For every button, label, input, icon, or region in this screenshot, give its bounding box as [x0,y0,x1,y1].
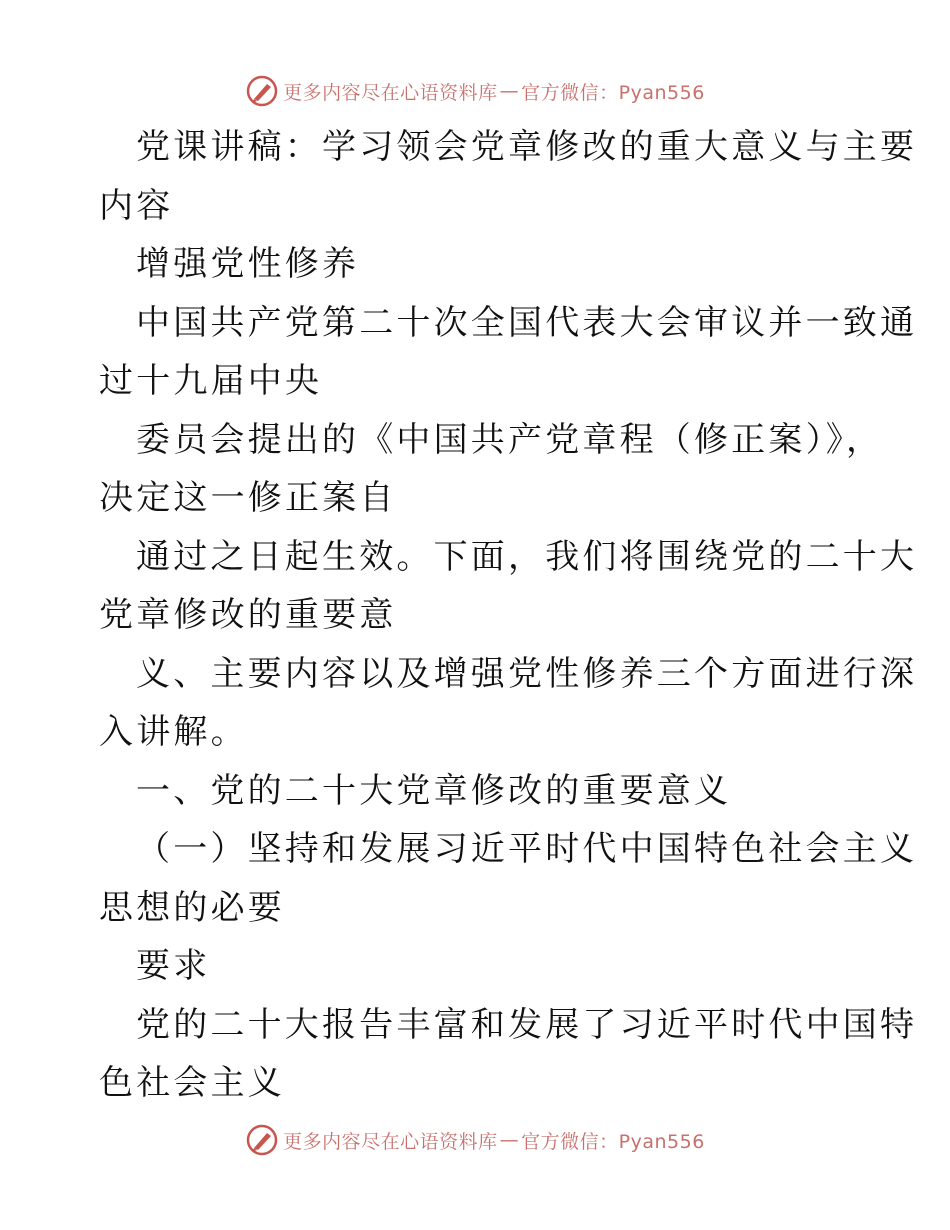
paragraph-line: 党章修改的重要意 [99,595,397,635]
banner-separator: — [499,1129,520,1151]
header-banner [0,71,950,111]
footer-banner [0,1120,950,1160]
banner-contact: 官方微信：Pyan556 [521,1130,705,1153]
section-heading: 一、党的二十大党章修改的重要意义 [136,770,732,811]
subsection-heading-line-1: （一）坚持和发展习近平时代中国特色社会主义 [136,829,918,869]
pen-logo-icon [245,1123,279,1157]
subsection-heading-line-2: 思想的必要 [99,887,285,928]
paragraph-line: 委员会提出的《中国共产党章程（修正案）》， [136,419,884,460]
paragraph-line: 入讲解。 [99,712,248,752]
banner-contact: 官方微信：Pyan556 [521,81,705,104]
subsection-heading-line-3: 要求 [136,946,211,986]
pen-logo-icon [245,74,279,108]
paragraph-line: 党的二十大报告丰富和发展了习近平时代中国特 [136,1004,918,1045]
banner-separator: — [499,80,520,102]
banner-text: 更多内容尽在心语资料库 [283,81,498,104]
subtitle-line: 增强党性修养 [136,244,360,284]
paragraph-line: 过十九届中央 [99,361,323,401]
paragraph-line: 中国共产党第二十次全国代表大会审议并一致通 [136,302,918,343]
paragraph-line: 决定这一修正案自 [99,478,397,518]
banner-text: 更多内容尽在心语资料库 [283,1130,498,1153]
document-title-line-1: 党课讲稿：学习领会党章修改的重大意义与主要 [136,127,918,167]
document-body [99,118,918,1113]
document-title-line-2: 内容 [99,185,174,226]
paragraph-line: 通过之日起生效。下面，我们将围绕党的二十大 [136,536,918,577]
paragraph-line: 色社会主义 [99,1063,285,1103]
paragraph-line: 义、主要内容以及增强党性修养三个方面进行深 [136,653,918,694]
